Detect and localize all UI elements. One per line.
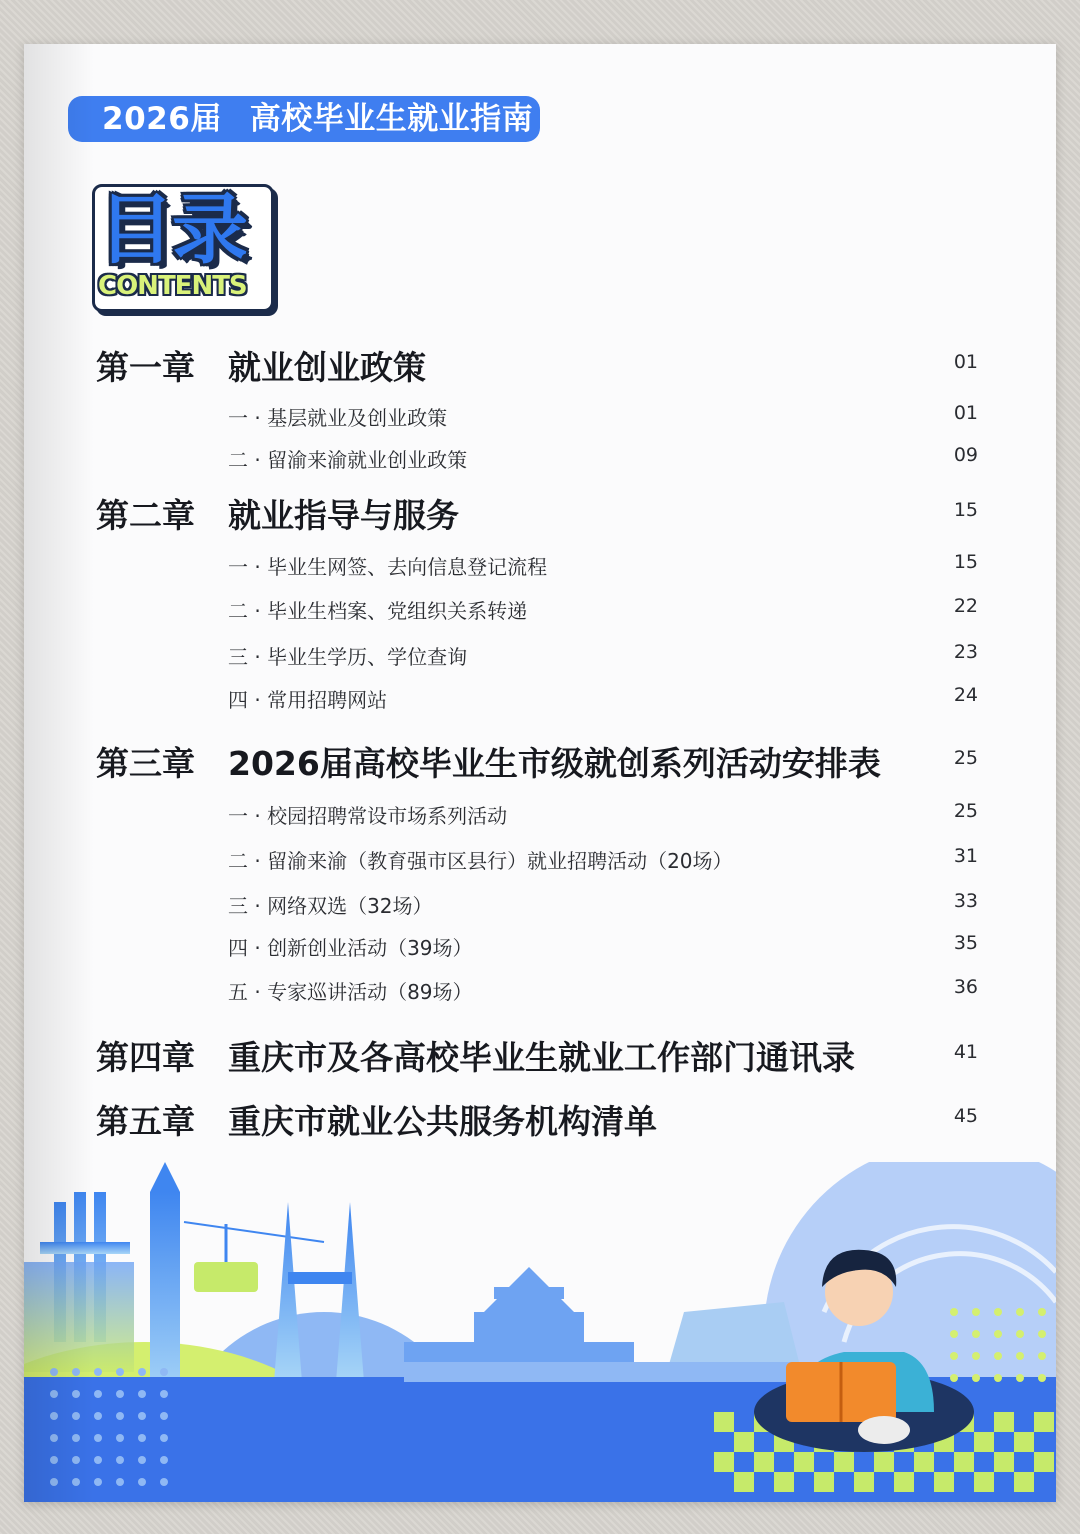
page-number: 01 [953, 402, 978, 424]
chapter-number: 第一章 [96, 348, 195, 387]
bridge-tower [336, 1202, 364, 1382]
chapter-title: 重庆市及各高校毕业生就业工作部门通讯录 [228, 1038, 855, 1077]
chapter-title: 重庆市就业公共服务机构清单 [228, 1102, 657, 1141]
tower [40, 1242, 130, 1254]
section-title: 一 · 校园招聘常设市场系列活动 [228, 804, 508, 828]
section-title: 二 · 留渝来渝（教育强市区县行）就业招聘活动（20场） [228, 849, 733, 873]
section-title: 三 · 毕业生学历、学位查询 [228, 645, 468, 669]
section-title: 五 · 专家巡讲活动（89场） [228, 980, 473, 1004]
page-number: 45 [953, 1105, 978, 1127]
chapter-number: 第四章 [96, 1038, 195, 1077]
page-number: 23 [953, 641, 978, 663]
section-title: 二 · 毕业生档案、党组织关系转递 [228, 599, 528, 623]
contents-badge [92, 184, 276, 312]
section-title: 二 · 留渝来渝就业创业政策 [228, 448, 468, 472]
section-title: 三 · 网络双选（32场） [228, 894, 433, 918]
contents-title-cn: 目录 [98, 185, 246, 274]
chapter-number: 第三章 [96, 744, 195, 783]
page-number: 25 [953, 800, 978, 822]
page-number: 15 [953, 499, 978, 521]
page-number: 01 [953, 351, 978, 373]
section-title: 一 · 基层就业及创业政策 [228, 406, 448, 430]
guide-page [24, 44, 1056, 1502]
header-title: 高校毕业生就业指南 [249, 101, 534, 137]
chapter-number: 第五章 [96, 1102, 195, 1141]
page-number: 36 [953, 976, 978, 998]
section-title: 四 · 创新创业活动（39场） [228, 936, 473, 960]
building [24, 1262, 134, 1372]
page-number: 22 [953, 595, 978, 617]
page-number: 24 [953, 684, 978, 706]
page-number: 09 [953, 444, 978, 466]
river-light [404, 1362, 804, 1382]
section-title: 四 · 常用招聘网站 [228, 688, 388, 712]
tower-top [150, 1162, 180, 1192]
chapter-title: 就业创业政策 [228, 348, 426, 387]
chapter-title: 就业指导与服务 [228, 496, 459, 535]
page-number: 41 [953, 1041, 978, 1063]
header-year: 2026届 [102, 101, 222, 137]
section-title: 一 · 毕业生网签、去向信息登记流程 [228, 555, 548, 579]
page-number: 25 [953, 747, 978, 769]
chapter-title: 2026届高校毕业生市级就创系列活动安排表 [228, 744, 881, 783]
bridge-beam [288, 1272, 352, 1284]
page-number: 31 [953, 845, 978, 867]
page-number: 35 [953, 932, 978, 954]
page-number: 15 [953, 551, 978, 573]
city-skyline-illustration [24, 1162, 1056, 1502]
guide-header [68, 96, 540, 142]
chapter-number: 第二章 [96, 496, 195, 535]
page-number: 33 [953, 890, 978, 912]
bridge-tower [274, 1202, 302, 1382]
cable-line [184, 1222, 324, 1242]
contents-title-en: CONTENTS [98, 271, 247, 301]
cable-car [194, 1262, 258, 1292]
